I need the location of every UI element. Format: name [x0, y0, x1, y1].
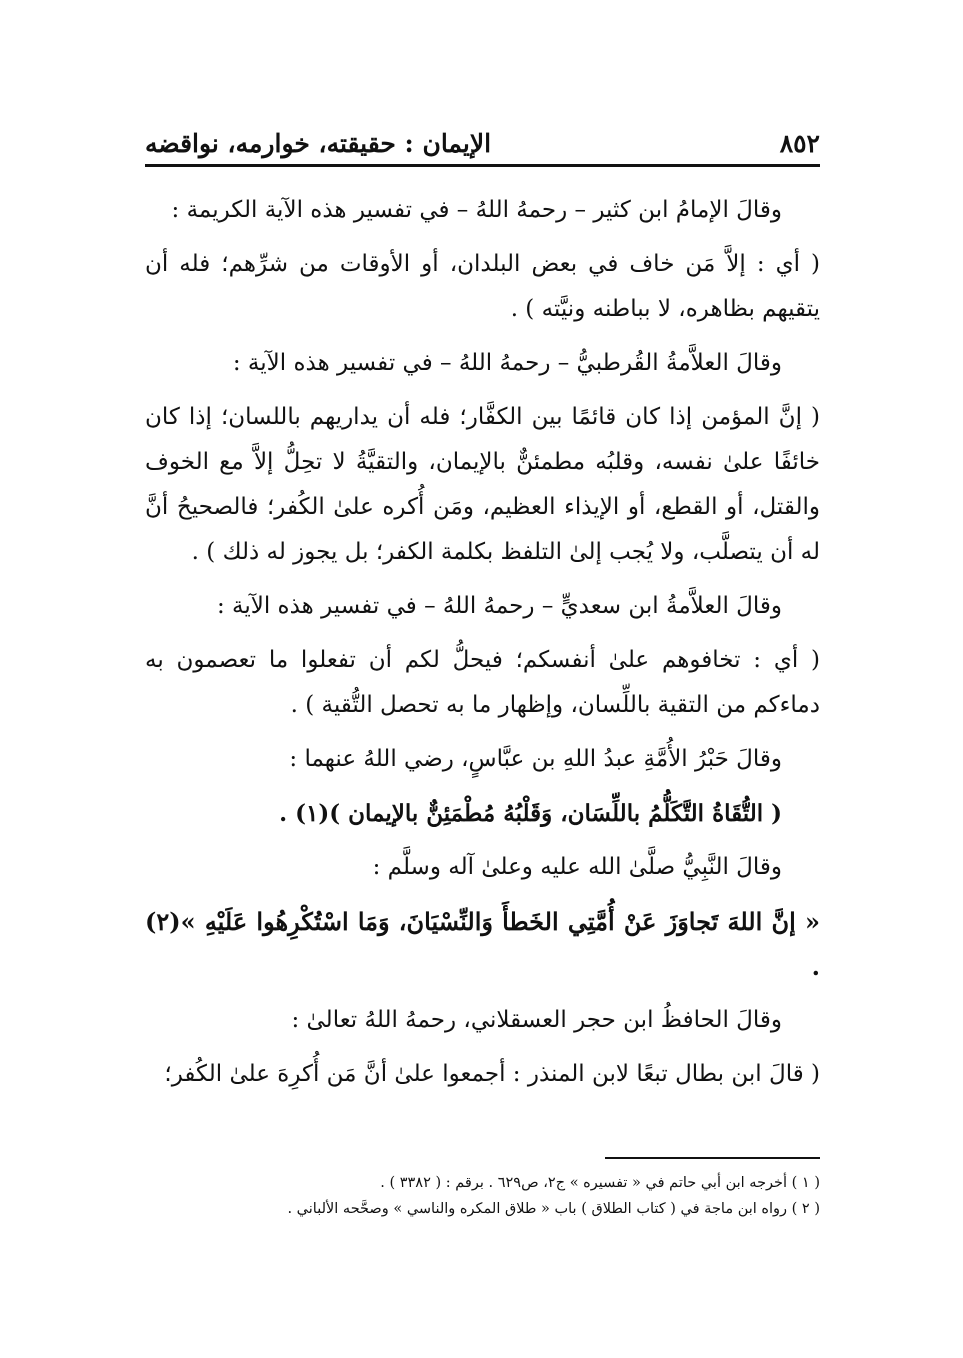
page-number: ٨٥٢ — [779, 128, 820, 158]
main-text — [145, 188, 820, 1106]
qurtubi-intro: وقالَ العلاَّمةُ القُرطبيُّ – رحمهُ اللهُ – في تفسير هذه الآية : — [232, 350, 782, 376]
page-header — [145, 125, 820, 161]
footnote-2: ( ٢ ) رواه ابن ماجة في ( كتاب الطلاق ) باب « طلاق المكره والناسي » وصحَّحه الألباني . — [287, 1201, 820, 1217]
ibn-kathir-intro: وقالَ الإمامُ ابن كثير – رحمهُ اللهُ – في تفسير هذه الآية الكريمة : — [171, 197, 782, 223]
ibn-abbas-quote: ( التُّقَاةُ التَّكَلُّمُ باللِّسَان، وَقَلْبُهُ مُطْمَئِنٌّ بالإيمان )(١) . — [279, 800, 782, 827]
header-rule — [145, 164, 820, 167]
ibn-battal-quote: ( قالَ ابن بطال تبعًا لابن المنذر : أجمعوا علىٰ أنَّ مَن أُكرِهَ علىٰ الكُفر؛ — [164, 1061, 820, 1087]
ibn-sadi-intro: وقالَ العلاَّمةُ ابن سعديٍّ – رحمهُ اللهُ – في تفسير هذه الآية : — [216, 593, 782, 619]
ibn-kathir-quote: ( أي : إلاَّ مَن خاف في بعض البلدان، أو الأوقات من شرِّهم؛ فله أن يتقيهم بظاهره، لا بباطنه ونيَّته ) . — [145, 251, 820, 322]
ibn-abbas-intro: وقالَ حَبْرُ الأُمَّةِ عبدُ اللهِ بن عبَّاسٍ، رضي اللهُ عنهما : — [289, 746, 782, 772]
footnote-rule — [605, 1157, 820, 1159]
footnotes — [145, 1170, 820, 1222]
footnote-1: ( ١ ) أخرجه ابن أبي حاتم في « تفسيره » ج٢، ص٦٢٩ . برقم : ( ٣٣٨٢ ) . — [380, 1175, 820, 1191]
prophet-intro: وقالَ النَّبِيُّ صلَّىٰ الله عليه وعلىٰ آله وسلَّم : — [372, 854, 782, 880]
ibn-sadi-quote: ( أي : تخافوهم علىٰ أنفسكم؛ فيحلُّ لكم أن تفعلوا ما تعصمون به دماءكم من التقية باللِّسان، وإظهار ما به تحصل التُّقية ) . — [145, 647, 820, 718]
ibn-hajar-intro: وقالَ الحافظُ ابن حجر العسقلاني، رحمهُ اللهُ تعالىٰ : — [291, 1007, 782, 1033]
qurtubi-quote: ( إنَّ المؤمن إذا كان قائمًا بين الكفَّار؛ فله أن يداريهم باللسان؛ إذا كان خائفًا علىٰ نفسه، وقلبُه مطمئنٌّ بالإيمان، والتقيَّةُ لا تحِلُّ إلاَّ مع الخوف والقتل، أو القطع، أو الإيذاء العظيم، ومَن أُكره علىٰ الكُفر؛ فالصحيحُ أنَّ له أن يتصلَّب، ولا يُجب إلىٰ التلفظ بكلمة الكفر؛ بل يجوز له ذلك ) . — [145, 404, 820, 565]
running-title: الإيمان : حقيقته، خوارمه، نواقضه — [145, 128, 492, 158]
hadith-quote: « إنَّ اللهَ تَجاوَزَ عَنْ أُمَّتِي الخَطأَ وَالنِّسْيَانَ، وَمَا اسْتُكْرِهُوا عَلَيْهِ »(٢) . — [145, 907, 820, 981]
